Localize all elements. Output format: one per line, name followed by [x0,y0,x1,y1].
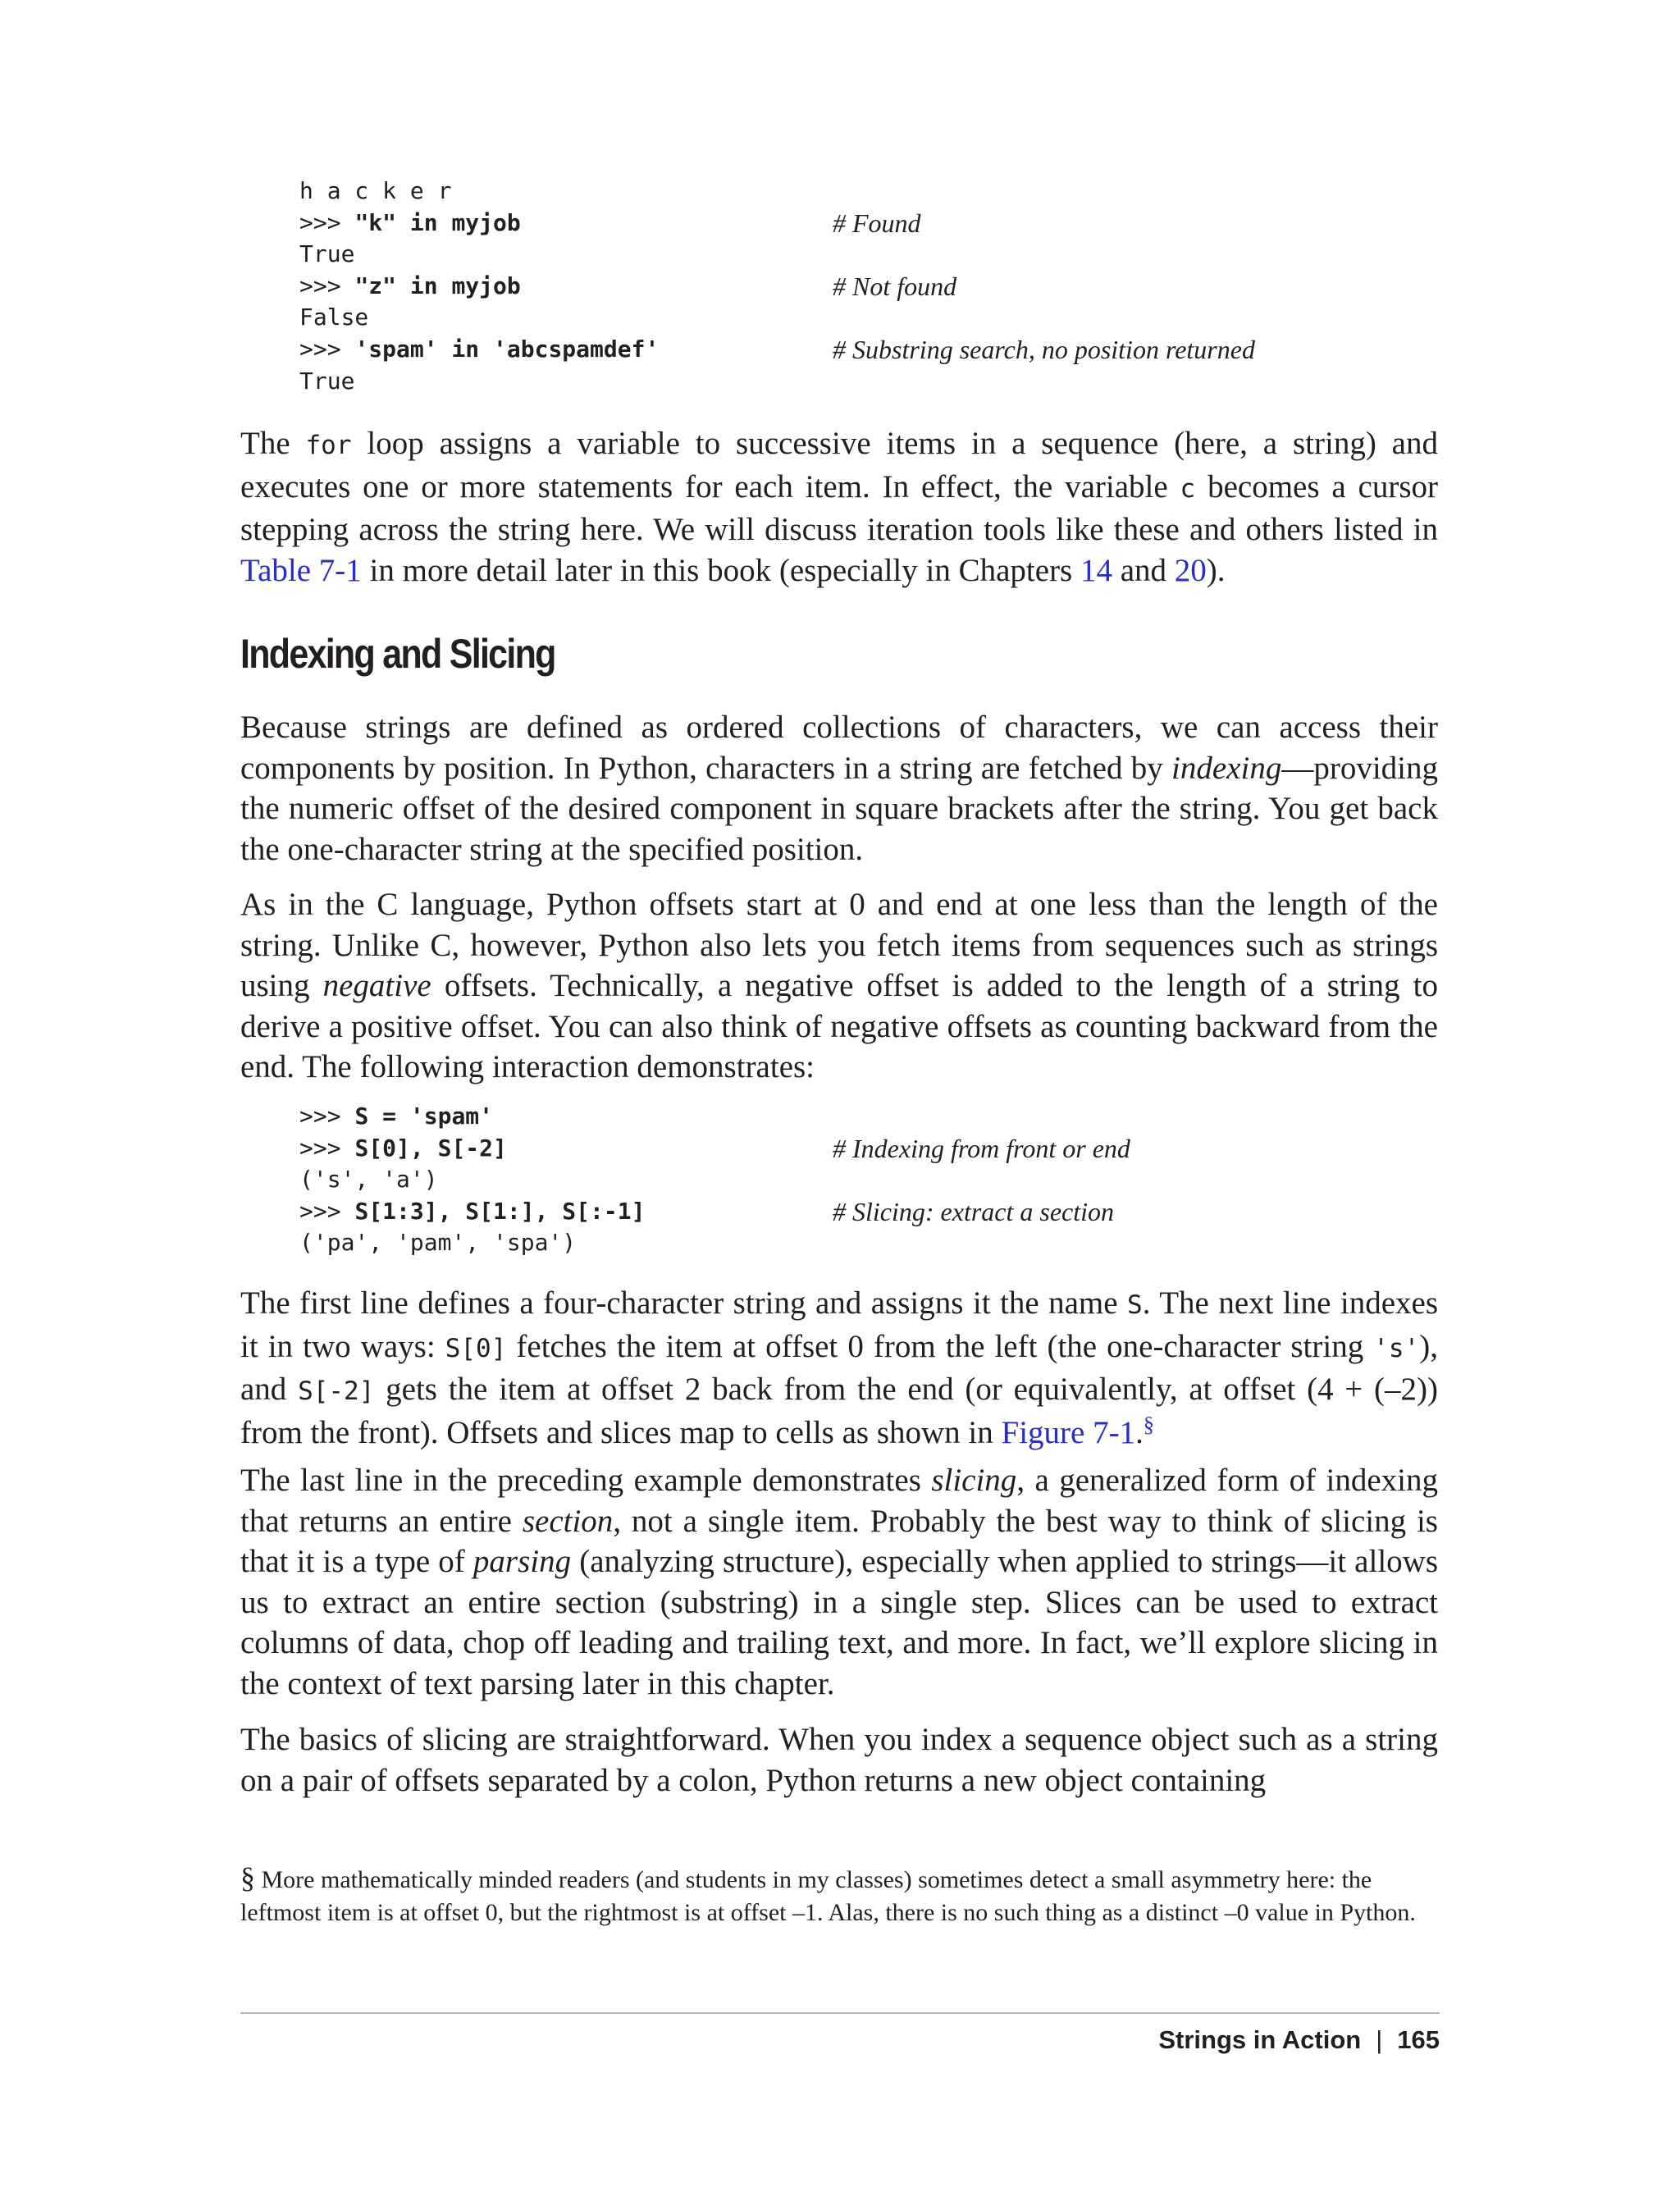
code-line [299,1196,1448,1228]
inline-code: c [1180,473,1196,504]
emphasis: indexing [1171,750,1282,786]
code-line [299,176,1448,208]
emphasis: slicing [931,1463,1017,1498]
code-output: True [299,367,355,395]
text-run: The basics of slicing are straightforward. When you index a sequence object such as a string on a pair of offsets separated by a colon, Python returns a new object containing [240,1722,1438,1798]
code-line [299,1133,1448,1165]
text-run: Because strings are defined as ordered collections of characters, we can access their components by position. In Python, characters in a string are fetched by [240,710,1438,786]
text-run: . [1135,1414,1144,1450]
link-table-7-1[interactable]: Table 7-1 [240,552,362,588]
paragraph-for-loop [240,423,1438,591]
inline-code: for [305,431,352,460]
code-comment: # Indexing from front or end [833,1133,1130,1163]
text-run: , not a single item. Probably the best way to think of slicing is that it is a type of [240,1503,1438,1580]
inline-code: 's' [1373,1333,1420,1363]
footer-rule [240,2012,1440,2014]
footer-separator: | [1376,2025,1383,2054]
footnote [240,1862,1440,1929]
text-run: offsets. Technically, a negative offset is added to the length of a string to derive a positive offset. You can also think of negative offsets as counting backward from the end. The following interaction demonstrates: [240,968,1438,1085]
page-footer [1158,2020,1440,2061]
text-run: As in the C language, Python offsets start at 0 and end at one less than the length of the string. Unlike C, however, Python also lets you fetch items from sequences such as strings using [240,887,1438,1004]
text-run: The [240,426,306,461]
code-block-membership [299,176,1448,397]
text-run: fetches the item at offset 0 from the left (the one-character string [506,1328,1374,1364]
code-input: S = 'spam' [354,1102,494,1130]
link-chapter-20[interactable]: 20 [1174,552,1207,588]
code-line [299,271,1448,303]
paragraph-first-line [240,1283,1438,1453]
code-comment: # Substring search, no position returned [833,334,1255,364]
emphasis: negative [322,968,431,1004]
code-input: "k" in myjob [354,208,521,236]
inline-code: S[0] [445,1333,507,1363]
text-run: The last line in the preceding example demonstrates [240,1463,932,1498]
inline-code: S [1127,1290,1143,1320]
paragraph-slicing-basics [240,1719,1438,1801]
code-input: 'spam' in 'abcspamdef' [354,335,660,363]
code-block-indexing [299,1101,1448,1259]
emphasis: parsing [472,1544,572,1580]
paragraph-indexing-intro [240,707,1438,870]
link-figure-7-1[interactable]: Figure 7-1 [1001,1414,1136,1450]
text-run: , a generalized form of indexing that returns an entire [240,1463,1438,1539]
text-run: becomes a cursor stepping across the string here. We will discuss iteration tools like these and others listed in [240,468,1438,548]
code-prompt: >>> [299,272,355,299]
text-run: in more detail later in this book (especially in Chapters [361,552,1080,588]
code-comment: # Found [833,208,921,238]
link-chapter-14[interactable]: 14 [1080,552,1112,588]
running-footer-title: Strings in Action [1158,2025,1362,2054]
code-line [299,302,1448,334]
code-output: h a c k e r [299,177,452,204]
code-output: False [299,304,369,331]
footnote-marker: § [240,1861,255,1894]
section-heading: Indexing and Slicing [240,631,555,677]
code-prompt: >>> [299,1134,355,1162]
text-run: gets the item at offset 2 back from the end (or equivalently, at offset (4 + (–2)) from the front). Offsets and slices map to cells as shown in [240,1372,1439,1450]
code-comment: # Slicing: extract a section [833,1196,1115,1226]
code-prompt: >>> [299,1102,355,1130]
code-input: "z" in myjob [354,272,521,299]
text-run: and [1112,552,1175,588]
code-input: S[1:3], S[1:], S[:-1] [354,1197,646,1225]
text-run: ). [1206,552,1226,588]
text-run: The first line defines a four-character string and assigns it the name [240,1285,1128,1321]
paragraph-slicing [240,1460,1438,1705]
text-run: . The next line indexes it in two ways: [240,1285,1438,1364]
code-output: ('s', 'a') [299,1166,438,1194]
page-number: 165 [1397,2025,1440,2054]
code-comment: # Not found [833,271,957,301]
code-prompt: >>> [299,208,355,236]
code-line [299,239,1448,271]
text-run: loop assigns a variable to successive items in a sequence (here, a string) and executes one or more statements for each item. In effect, the variable [240,426,1438,504]
code-line [299,334,1448,366]
code-line [299,208,1448,240]
code-output: True [299,240,355,268]
text-run: (analyzing structure), especially when applied to strings—it allows us to extract an entire section (substring) in a single step. Slices can be used to extract columns of data, chop off leading and trailing text, and more. In fact, we’ll explore slicing in the context of text parsing later in this chapter. [240,1544,1438,1701]
code-prompt: >>> [299,335,355,363]
code-line [299,1227,1448,1259]
code-line [299,1164,1448,1196]
text-run: ), and [240,1328,1438,1408]
footnote-reference[interactable]: § [1143,1412,1154,1436]
paragraph-offsets [240,884,1438,1088]
code-line [299,366,1448,398]
code-line [299,1101,1448,1133]
code-input: S[0], S[-2] [354,1134,507,1162]
code-output: ('pa', 'pam', 'spa') [299,1229,577,1257]
text-run: —providing the numeric offset of the desired component in square brackets after the string. You get back the one-character string at the specified position. [240,750,1438,867]
footnote-text: More mathematically minded readers (and students in my classes) sometimes detect a small asymmetry here: the leftmost item is at offset 0, but the rightmost is at offset –1. Alas, there is no such thing as a distinct –0 value in Python. [240,1866,1416,1926]
code-prompt: >>> [299,1197,355,1225]
emphasis: section [522,1503,614,1539]
inline-code: S[-2] [298,1376,375,1407]
